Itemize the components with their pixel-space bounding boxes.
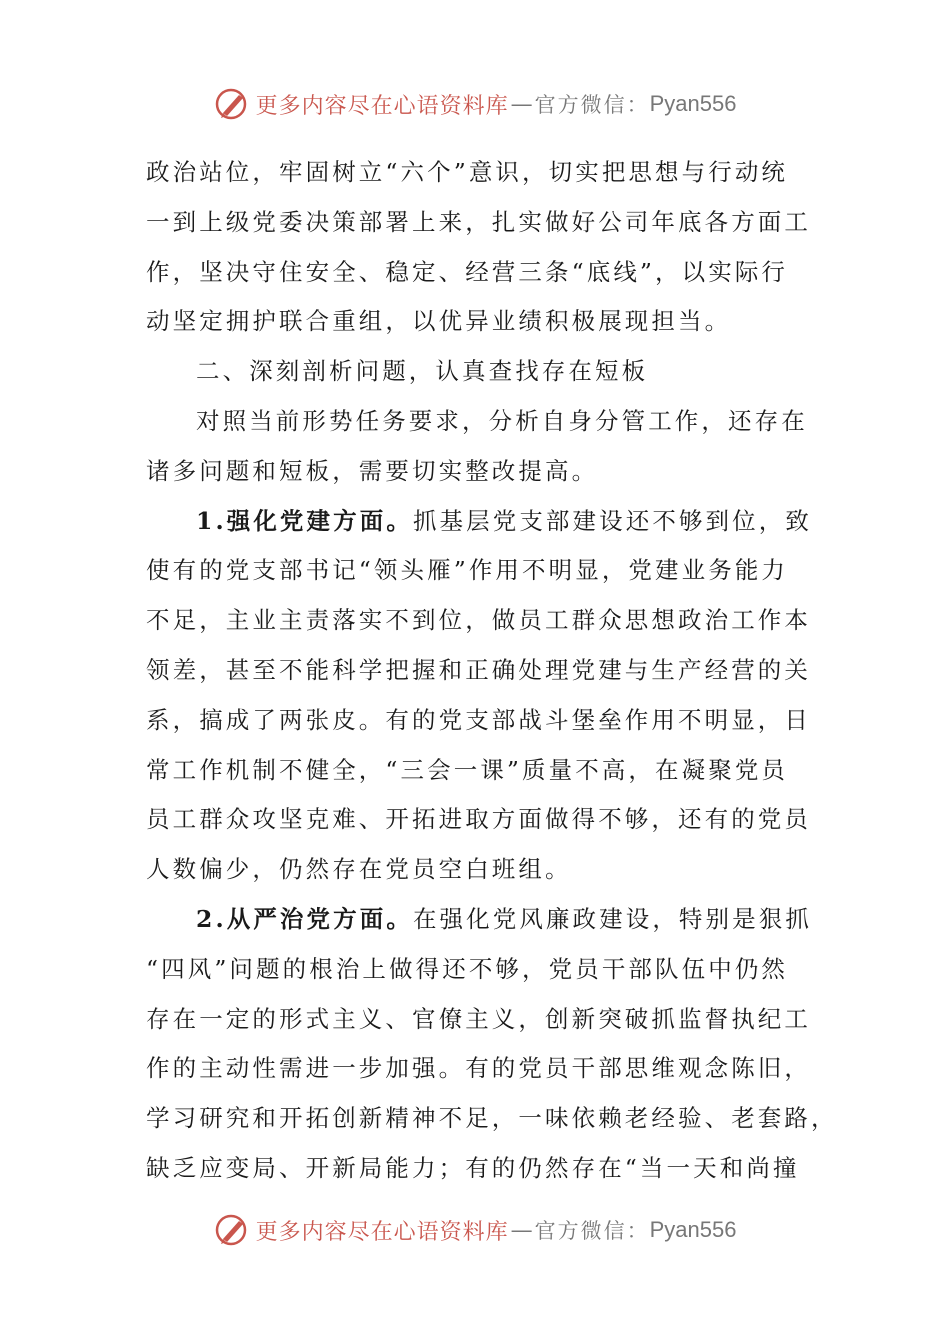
watermark-wechat-id: Pyan556 bbox=[649, 91, 737, 116]
text-line bbox=[146, 995, 811, 1045]
text-line bbox=[146, 397, 808, 447]
line-text: 系，搞成了两张皮。有的党支部战斗堡垒作用不明显，日 bbox=[146, 705, 811, 734]
watermark-wechat-id: Pyan556 bbox=[649, 1217, 737, 1242]
text-line bbox=[146, 746, 796, 796]
watermark-wechat-label: 官方微信： bbox=[534, 1219, 650, 1243]
pen-logo-icon bbox=[214, 1212, 250, 1248]
text-line bbox=[146, 546, 796, 596]
watermark-separator: — bbox=[510, 91, 533, 117]
line-text: 常工作机制不健全，“三会一课”质量不高，在凝聚党员 bbox=[146, 755, 789, 784]
text-line bbox=[146, 795, 811, 845]
text-line bbox=[146, 646, 811, 696]
line-text: 对照当前形势任务要求，分析自身分管工作，还存在 bbox=[196, 406, 808, 435]
section-heading: 1.强化党建方面。 bbox=[196, 506, 413, 535]
line-text: 在强化党风廉政建设，特别是狠抓 bbox=[412, 904, 812, 933]
line-text: “四风”问题的根治上做得还不够，党员干部队伍中仍然 bbox=[146, 954, 789, 983]
document-body bbox=[146, 148, 838, 1194]
pen-logo-icon bbox=[214, 86, 250, 122]
line-text: 不足，主业主责落实不到位，做员工群众思想政治工作本 bbox=[146, 606, 811, 635]
text-line bbox=[146, 1144, 800, 1194]
line-text: 作的主动性需进一步加强。有的党员干部思维观念陈旧， bbox=[146, 1054, 811, 1083]
line-text: 动坚定拥护联合重组，以优异业绩积极展现担当。 bbox=[146, 307, 732, 336]
line-text: 二、深刻剖析问题，认真查找存在短板 bbox=[196, 357, 649, 386]
section-heading: 2.从严治党方面。 bbox=[196, 904, 413, 933]
text-line bbox=[146, 347, 796, 397]
line-text: 人数偏少，仍然存在党员空白班组。 bbox=[146, 855, 572, 884]
line-text: 使有的党支部书记“领头雁”作用不明显，党建业务能力 bbox=[146, 556, 789, 585]
line-text: 领差，甚至不能科学把握和正确处理党建与生产经营的关 bbox=[146, 655, 811, 684]
line-text: 存在一定的形式主义、官僚主义，创新突破抓监督执纪工 bbox=[146, 1004, 811, 1033]
text-line bbox=[146, 148, 796, 198]
text-line bbox=[146, 1094, 838, 1144]
watermark-separator: — bbox=[510, 1217, 533, 1243]
line-text: 学习研究和开拓创新精神不足，一味依赖老经验、老套路， bbox=[146, 1104, 838, 1133]
text-line bbox=[146, 198, 811, 248]
line-text: 抓基层党支部建设还不够到位，致 bbox=[412, 506, 812, 535]
header-watermark bbox=[0, 82, 950, 126]
watermark-brand: 更多内容尽在心语资料库 bbox=[255, 93, 509, 119]
footer-watermark bbox=[0, 1208, 950, 1252]
line-text: 政治站位，牢固树立“六个”意识，切实把思想与行动统 bbox=[146, 158, 789, 186]
line-text: 员工群众攻坚克难、开拓进取方面做得不够，还有的党员 bbox=[146, 805, 811, 834]
text-line bbox=[146, 297, 796, 347]
line-text: 诸多问题和短板，需要切实整改提高。 bbox=[146, 456, 599, 485]
text-line bbox=[146, 1044, 811, 1094]
text-line bbox=[146, 895, 812, 945]
watermark-brand: 更多内容尽在心语资料库 bbox=[255, 1219, 509, 1245]
line-text: 作，坚决守住安全、稳定、经营三条“底线”，以实际行 bbox=[146, 257, 789, 286]
line-text: 缺乏应变局、开新局能力；有的仍然存在“当一天和尚撞 bbox=[146, 1153, 800, 1182]
text-line bbox=[146, 497, 812, 547]
text-line bbox=[146, 596, 811, 646]
text-line bbox=[146, 248, 796, 298]
line-text: 一到上级党委决策部署上来，扎实做好公司年底各方面工 bbox=[146, 207, 811, 236]
text-line bbox=[146, 696, 811, 746]
text-line bbox=[146, 845, 796, 895]
watermark-wechat-label: 官方微信： bbox=[534, 93, 650, 117]
text-line bbox=[146, 945, 796, 995]
text-line bbox=[146, 447, 796, 497]
